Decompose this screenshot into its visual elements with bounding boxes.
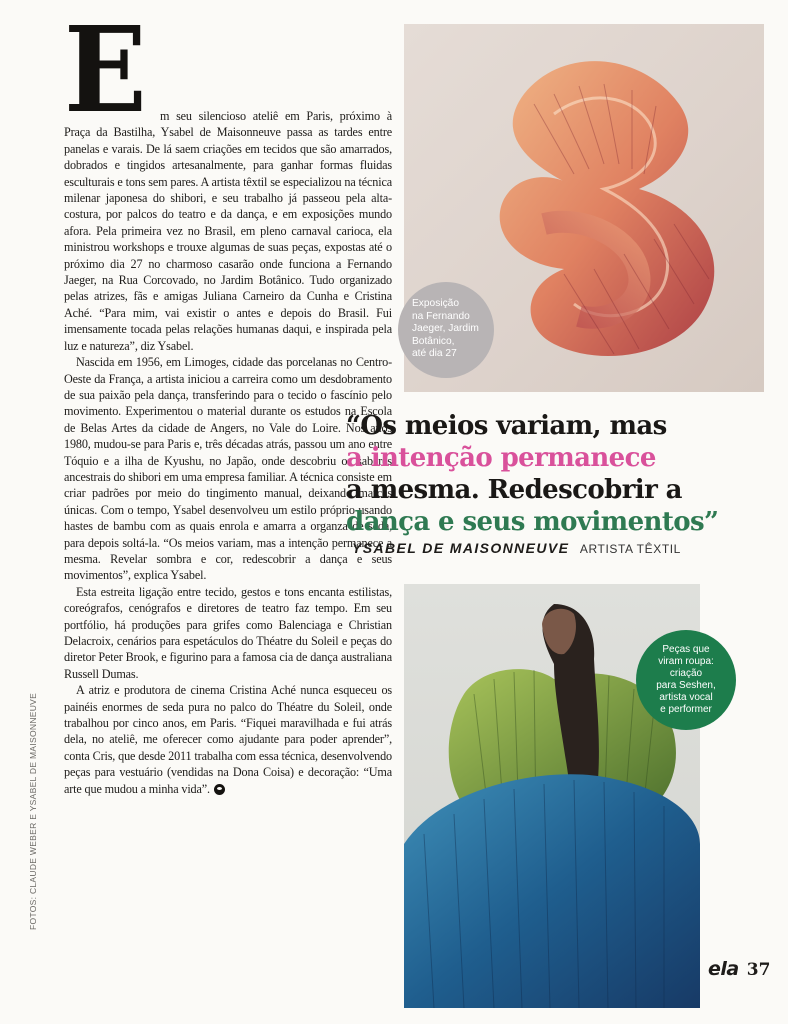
article-paragraph-2: Nascida em 1956, em Limoges, cidade das porcelanas no Centro-Oeste da França, a artista iniciou a carreira como um desdobramento de sua paixão pela dança, transferindo para o tecido o fascínio pelo movimento. Experimentou o material durante os estudos na Escola de Belas Artes da cidade de Angers, no Vale do Loire. Nos anos 1980, mudou-se para Paris e, três décadas atrás, passou um ano entre Tóquio e a ilha de Kyushu, no Japão, onde descobriu os saberes ancestrais do shibori em uma empresa familiar. A técnica consiste em criar padrões por meio do tingimento manual, deixando marcas únicas. Com o tempo, Ysabel desenvolveu um estilo próprio usando hastes de bambu com as quais enrola e amarra a organza de seda, para depois soltá-la. “Os meios variam, mas a intenção permanece a mesma. Revelar sombra e cor, redescobrir a dança e seus movimentos”, explica Ysabel. <box>64 355 392 583</box>
quote-line-3: a mesma. Redescobrir a <box>346 475 682 505</box>
quote-line-4: dança e seus movimentos” <box>346 507 719 537</box>
caption-line: até dia 27 <box>412 348 457 359</box>
caption-line: viram roupa: <box>658 656 714 667</box>
caption-line: Exposição <box>412 298 460 309</box>
caption-line: Botânico, <box>412 335 455 347</box>
article-body <box>64 0 392 797</box>
article-paragraph-4 <box>64 682 392 797</box>
quote-author: YSABEL DE MAISONNEUVE <box>352 540 570 556</box>
pull-quote <box>346 410 766 538</box>
end-mark-icon <box>214 784 225 795</box>
page-number: 37 <box>746 960 771 980</box>
quote-line-2: a intenção permanece <box>346 443 656 473</box>
exhibition-caption-badge <box>398 282 494 378</box>
caption-line: criação <box>669 668 703 679</box>
drop-cap: E <box>64 0 147 139</box>
caption-line: artista vocal <box>659 692 713 703</box>
caption-line: Jaeger, Jardim <box>412 323 479 334</box>
article-paragraph-1: m seu silencioso ateliê em Paris, próximo à Praça da Bastilha, Ysabel de Maisonneuve passa as tardes entre panelas e varais. De lá saem criações em tecidos que são amarrados, dobrados e tingidos artesanalmente, para ganhar formas fluidas esculturais e tons sem pares. A artista têxtil se especializou na técnica milenar japonesa do shibori, e seu trabalho já passeou pela alta-costura, por palcos do teatro e da dança, e em exposições mundo afora. Pela primeira vez no Brasil, em pleno carnaval carioca, ela ministrou workshops e trouxe algumas de suas peças, expostas até o próximo dia 27 no charmoso casarão onde funciona a Fernando Jaeger, na Rua Corcovado, no Jardim Botânico. Tudo organizado pelas atrizes, fãs e amigas Juliana Carneiro da Cunha e Cristina Aché. “Para mim, vai existir o antes e depois do Brasil. Fui imensamente tocada pelas relações humanas daqui, e inspirada pela luz e natureza”, diz Ysabel. <box>64 109 392 353</box>
quote-line-1: “Os meios variam, mas <box>346 411 667 441</box>
photo-credit: FOTOS: CLAUDE WEBER E YSABEL DE MAISONNEUVE <box>28 692 38 930</box>
page-footer <box>708 958 770 980</box>
caption-line: para Seshen, <box>656 680 716 691</box>
quote-attribution <box>352 540 681 558</box>
article-paragraph-3: Esta estreita ligação entre tecido, gestos e tons encanta estilistas, coreógrafos, cenógrafos e diretores de teatro faz tempo. Em seu portfólio, há produções para grifes como Balenciaga e Christian Delacroix, cenários para espetáculos do Théatre du Soleil e peças do diretor Peter Brook, e figurino para a famosa cia de dança australiana Russell Dumas. <box>64 584 392 681</box>
creation-caption-badge <box>636 630 736 730</box>
quote-role: ARTISTA TÊXTIL <box>579 542 681 556</box>
caption-line: Peças que <box>662 644 710 655</box>
caption-line: e performer <box>660 704 712 715</box>
article-paragraph-4-text: A atriz e produtora de cinema Cristina Aché nunca esqueceu os painéis enormes de seda pura no palco do Théatre du Soleil, onde trabalhou por cinco anos, em Paris. “Fiquei maravilhada e fui atrás dela, no ateliê, me oferecer como ajudante para poder aprender”, conta Cris, que desde 2011 trabalha com essa técnica, desenvolvendo peças para vestuário (vendidas na Dona Coisa) e decoração: “Uma arte que mudou a minha vida”. <box>64 683 392 796</box>
caption-line: na Fernando <box>412 310 470 322</box>
magazine-logo: ela <box>708 958 739 980</box>
